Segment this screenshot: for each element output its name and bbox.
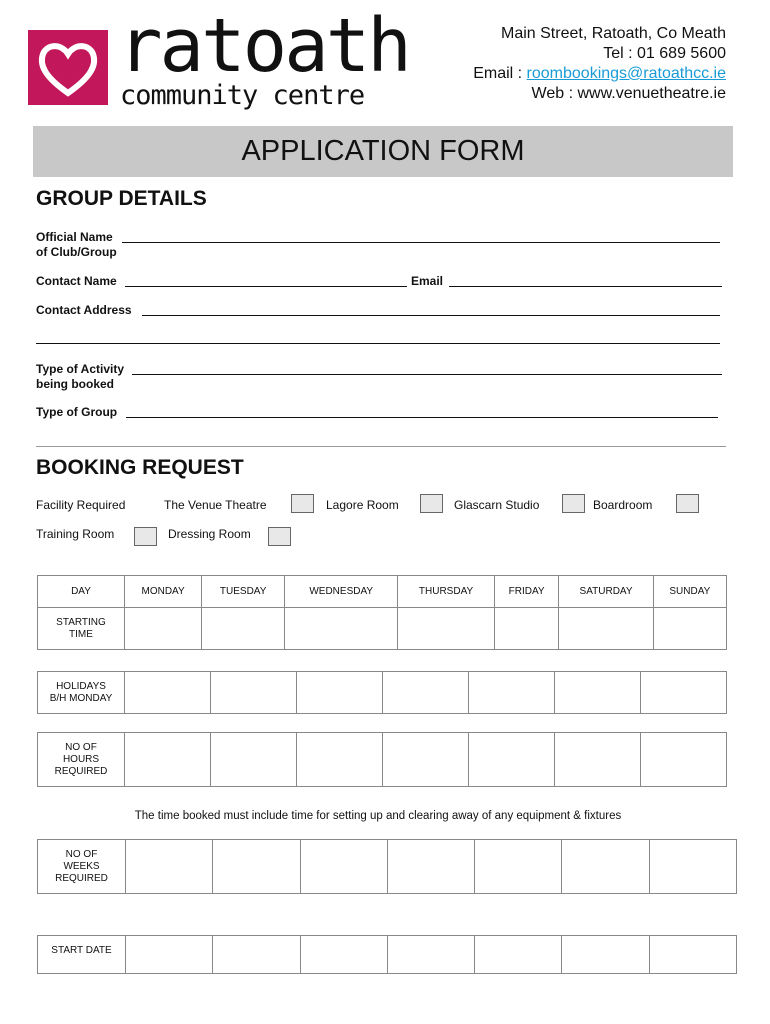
- holiday-cell[interactable]: [469, 672, 555, 714]
- type-of-group-label: Type of Group: [36, 405, 118, 419]
- start-date-table: [37, 935, 737, 974]
- day-column-header: TUESDAY: [202, 576, 285, 608]
- booking-request-heading: BOOKING REQUEST: [36, 456, 244, 479]
- setup-time-note: The time booked must include time for setting up and clearing away of any equipment & fixtures: [134, 810, 622, 822]
- holiday-cell[interactable]: [125, 672, 211, 714]
- table-row: [38, 936, 737, 974]
- schedule-table: [37, 575, 727, 650]
- weeks-cell[interactable]: [475, 840, 562, 894]
- address: Main Street, Ratoath, Co Meath: [501, 25, 726, 42]
- contact-block: [473, 24, 726, 104]
- start-date-cell[interactable]: [126, 936, 213, 974]
- official-name-field[interactable]: [122, 242, 720, 243]
- start-date-cell[interactable]: [387, 936, 474, 974]
- table-row: [38, 733, 727, 787]
- day-column-header: SUNDAY: [653, 576, 726, 608]
- glascarn-studio-checkbox[interactable]: [562, 494, 585, 513]
- boardroom-label: Boardroom: [593, 498, 653, 512]
- contact-name-field[interactable]: [125, 286, 407, 287]
- group-details-heading: GROUP DETAILS: [36, 187, 207, 210]
- facility-required-label: Facility Required: [36, 498, 126, 512]
- email-line: [473, 64, 726, 84]
- holiday-cell[interactable]: [641, 672, 727, 714]
- email-link[interactable]: roombookings@ratoathcc.ie: [526, 65, 726, 82]
- table-row: [38, 840, 737, 894]
- day-header: DAY: [38, 576, 125, 608]
- official-name-label: Official Name of Club/Group: [36, 230, 117, 259]
- training-room-label: Training Room: [36, 527, 115, 541]
- glascarn-studio-label: Glascarn Studio: [454, 498, 540, 512]
- starting-time-cell[interactable]: [494, 608, 559, 650]
- email-field[interactable]: [449, 286, 722, 287]
- weeks-cell[interactable]: [562, 840, 649, 894]
- venue-theatre-label: The Venue Theatre: [164, 498, 267, 512]
- day-column-header: MONDAY: [125, 576, 202, 608]
- lagore-room-label: Lagore Room: [326, 498, 399, 512]
- day-column-header: THURSDAY: [398, 576, 495, 608]
- day-column-header: WEDNESDAY: [285, 576, 398, 608]
- starting-time-cell[interactable]: [559, 608, 653, 650]
- hours-cell[interactable]: [383, 733, 469, 787]
- dressing-room-label: Dressing Room: [168, 527, 251, 541]
- venue-theatre-checkbox[interactable]: [291, 494, 314, 513]
- holiday-cell[interactable]: [383, 672, 469, 714]
- hours-cell[interactable]: [641, 733, 727, 787]
- logo-title: ratoath: [118, 3, 409, 89]
- starting-time-cell[interactable]: [125, 608, 202, 650]
- weeks-cell[interactable]: [126, 840, 213, 894]
- training-room-checkbox[interactable]: [134, 527, 157, 546]
- telephone: Tel : 01 689 5600: [603, 45, 726, 62]
- logo-heart-icon: [28, 30, 108, 105]
- starting-time-cell[interactable]: [202, 608, 285, 650]
- hours-cell[interactable]: [297, 733, 383, 787]
- table-row: [38, 672, 727, 714]
- type-of-group-field[interactable]: [126, 417, 718, 418]
- table-row: [38, 576, 727, 608]
- weeks-cell[interactable]: [387, 840, 474, 894]
- holiday-cell[interactable]: [297, 672, 383, 714]
- logo-subtitle: community centre: [120, 80, 365, 111]
- hours-cell[interactable]: [125, 733, 211, 787]
- start-date-cell[interactable]: [562, 936, 649, 974]
- weeks-required-label: NO OF WEEKS REQUIRED: [38, 840, 126, 894]
- email-label: Email :: [473, 65, 527, 82]
- start-date-cell[interactable]: [213, 936, 300, 974]
- weeks-table: [37, 839, 737, 894]
- boardroom-checkbox[interactable]: [676, 494, 699, 513]
- website: Web : www.venuetheatre.ie: [531, 85, 726, 102]
- start-date-label: START DATE: [38, 936, 126, 974]
- hours-cell[interactable]: [469, 733, 555, 787]
- weeks-cell[interactable]: [213, 840, 300, 894]
- email-field-label: Email: [411, 274, 444, 288]
- starting-time-cell[interactable]: [285, 608, 398, 650]
- hours-table: [37, 732, 727, 787]
- section-divider: [36, 446, 726, 447]
- start-date-cell[interactable]: [300, 936, 387, 974]
- starting-time-cell[interactable]: [398, 608, 495, 650]
- holidays-table: [37, 671, 727, 714]
- day-column-header: FRIDAY: [494, 576, 559, 608]
- starting-time-label: STARTING TIME: [38, 608, 125, 650]
- contact-address-label: Contact Address: [36, 303, 132, 317]
- activity-field[interactable]: [132, 374, 722, 375]
- holiday-cell[interactable]: [555, 672, 641, 714]
- weeks-cell[interactable]: [649, 840, 736, 894]
- weeks-cell[interactable]: [300, 840, 387, 894]
- heart-icon: [35, 39, 101, 97]
- day-column-header: SATURDAY: [559, 576, 653, 608]
- hours-cell[interactable]: [211, 733, 297, 787]
- contact-address-field[interactable]: [142, 315, 720, 316]
- form-title: APPLICATION FORM: [33, 126, 733, 177]
- starting-time-cell[interactable]: [653, 608, 726, 650]
- table-row: [38, 608, 727, 650]
- start-date-cell[interactable]: [475, 936, 562, 974]
- lagore-room-checkbox[interactable]: [420, 494, 443, 513]
- activity-label: Type of Activity being booked: [36, 362, 125, 391]
- hours-cell[interactable]: [555, 733, 641, 787]
- contact-name-label: Contact Name: [36, 274, 117, 288]
- contact-address-field-2[interactable]: [36, 343, 720, 344]
- holidays-label: HOLIDAYS B/H MONDAY: [38, 672, 125, 714]
- start-date-cell[interactable]: [649, 936, 736, 974]
- hours-required-label: NO OF HOURS REQUIRED: [38, 733, 125, 787]
- dressing-room-checkbox[interactable]: [268, 527, 291, 546]
- holiday-cell[interactable]: [211, 672, 297, 714]
